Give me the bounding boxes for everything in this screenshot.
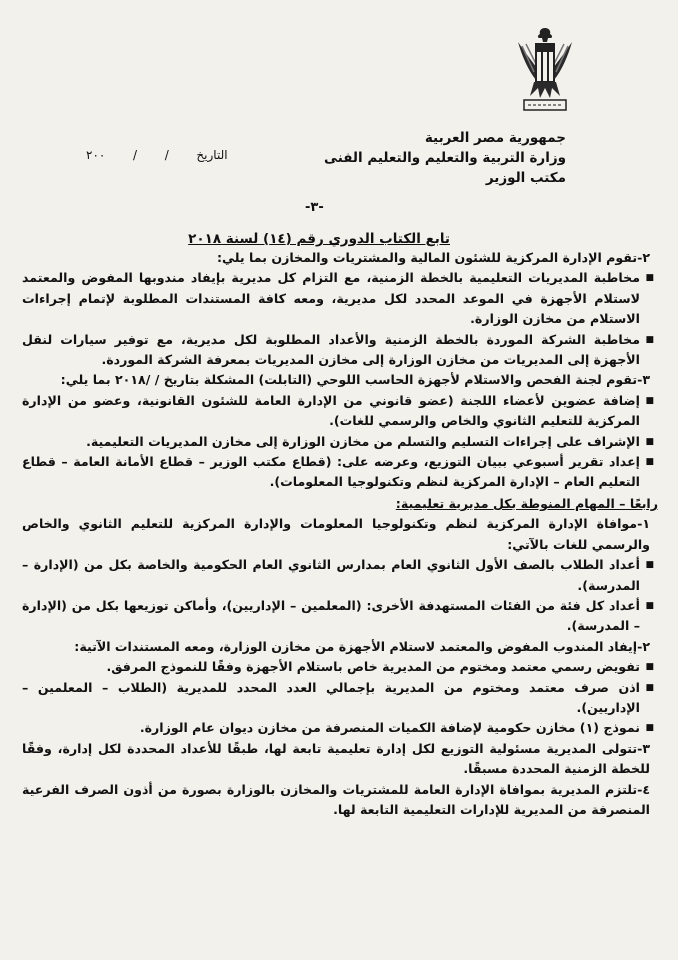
date-label: التاريخ <box>196 148 228 162</box>
section-4-heading: رابعًا – المهام المنوطة بكل مديرية تعليمية: <box>395 495 658 511</box>
clause-3-bullet-1: ■ إضافة عضوين لأعضاء اللجنة (عضو قانوني من الإدارة العامة للشئون القانونية، وعضو من الإدارة المركزية للتعليم الثانوي والخاص والرسمي للغات). <box>22 391 658 432</box>
date-separator: / <box>133 148 138 162</box>
clause-2: ٢-تقوم الإدارة المركزية للشئون المالية والمشتريات والمخازن بما يلي: <box>217 250 650 265</box>
document-body <box>22 248 658 820</box>
clause-3-bullet-3: ■ إعداد تقرير أسبوعي ببيان التوزيع، وعرضه على: (قطاع مكتب الوزير – قطاع الأمانة العامة – قطاع التعليم العام – الإدارة المركزية لنظم وتكنولوجيا المعلومات). <box>22 452 658 493</box>
date-line <box>86 148 228 162</box>
ministry-header <box>306 128 566 188</box>
task-2: ٢-إيفاد المندوب المفوض والمعتمد لاستلام الأجهزة من مخازن الوزارة، ومعه المستندات الآتية: <box>74 638 650 654</box>
circular-title: تابع الكتاب الدوري رقم (١٤) لسنة ٢٠١٨ <box>188 231 450 247</box>
clause-2-bullet-2: ■ مخاطبة الشركة الموردة بالخطة الزمنية والأعداد المطلوبة لكل مديرية، مع توفير سيارات لنقل الأجهزة إلى المديريات من مخازن الوزارة إلى مخازن المديريات بمعرفة الشركة الموردة. <box>22 330 658 371</box>
task-4: ٤-تلتزم المديرية بموافاة الإدارة العامة للمشتريات والمخازن بالوزارة بصورة من أذون الصرف الفرعية المنصرفة من المديرية للإدارات التعليمية التابعة لها. <box>22 781 650 817</box>
clause-3-bullet-2: ■ الإشراف على إجراءات التسليم والتسلم من مخازن الوزارة إلى مخازن المديريات التعليمية. <box>22 432 658 452</box>
clause-3: ٣-تقوم لجنة الفحص والاستلام لأجهزة الحاسب اللوحي (التابلت) المشكلة بتاريخ / /٢٠١٨ بما يلي: <box>60 372 650 388</box>
task-1-bullet-2: ■ أعداد كل فئة من الفئات المستهدفة الأخرى: (المعلمين – الإداريين)، وأماكن توزيعها بكل من (الإدارة – المدرسة). <box>22 596 658 637</box>
office-name: مكتب الوزير <box>485 170 566 186</box>
page-number: -٣- <box>305 200 324 215</box>
country-name: جمهورية مصر العربية <box>424 130 566 146</box>
date-year: ٢٠٠ <box>86 148 106 162</box>
task-1: ١-موافاة الإدارة المركزية لنظم وتكنولوجيا المعلومات والإدارة المركزية للتعليم الثانوي والخاص والرسمي للغات بالآتي: <box>22 516 650 552</box>
task-1-bullet-1: ■ أعداد الطلاب بالصف الأول الثانوي العام بمدارس الثانوي العام الحكومية والخاصة بكل من (الإدارة – المدرسة). <box>22 555 658 596</box>
ministry-name: وزارة التربية والتعليم والتعليم الفنى <box>324 150 566 166</box>
task-2-bullet-3: ■ نموذج (١) مخازن حكومية لإضافة الكميات المنصرفة من مخازن ديوان عام الوزارة. <box>22 718 658 738</box>
task-3: ٣-تتولى المديرية مسئولية التوزيع لكل إدارة تعليمية تابعة لها، طبقًا للأعداد المحددة لكل إدارة، وفقًا للخطة الزمنية المحددة مسبقًا. <box>22 740 650 777</box>
date-separator: / <box>164 148 169 162</box>
task-2-bullet-2: ■ اذن صرف معتمد ومختوم من المديرية بإجمالي العدد المحدد للمديرية (الطلاب – المعلمين – الإداريين). <box>22 678 658 719</box>
task-2-bullet-1: ■ تفويض رسمي معتمد ومختوم من المديرية خاص باستلام الأجهزة وفقًا للنموذج المرفق. <box>22 657 658 677</box>
clause-2-bullet-1: ■ مخاطبة المديريات التعليمية بالخطة الزمنية، مع التزام كل مديرية بإيفاد مندوبها المفوض والمعتمد لاستلام الأجهزة في الموعد المحدد لكل مديرية، ومعه كافة المستندات المطلوبة لإتمام إجراءات الاستلام من مخازن الوزارة. <box>22 268 658 329</box>
eagle-emblem-icon <box>512 22 578 116</box>
